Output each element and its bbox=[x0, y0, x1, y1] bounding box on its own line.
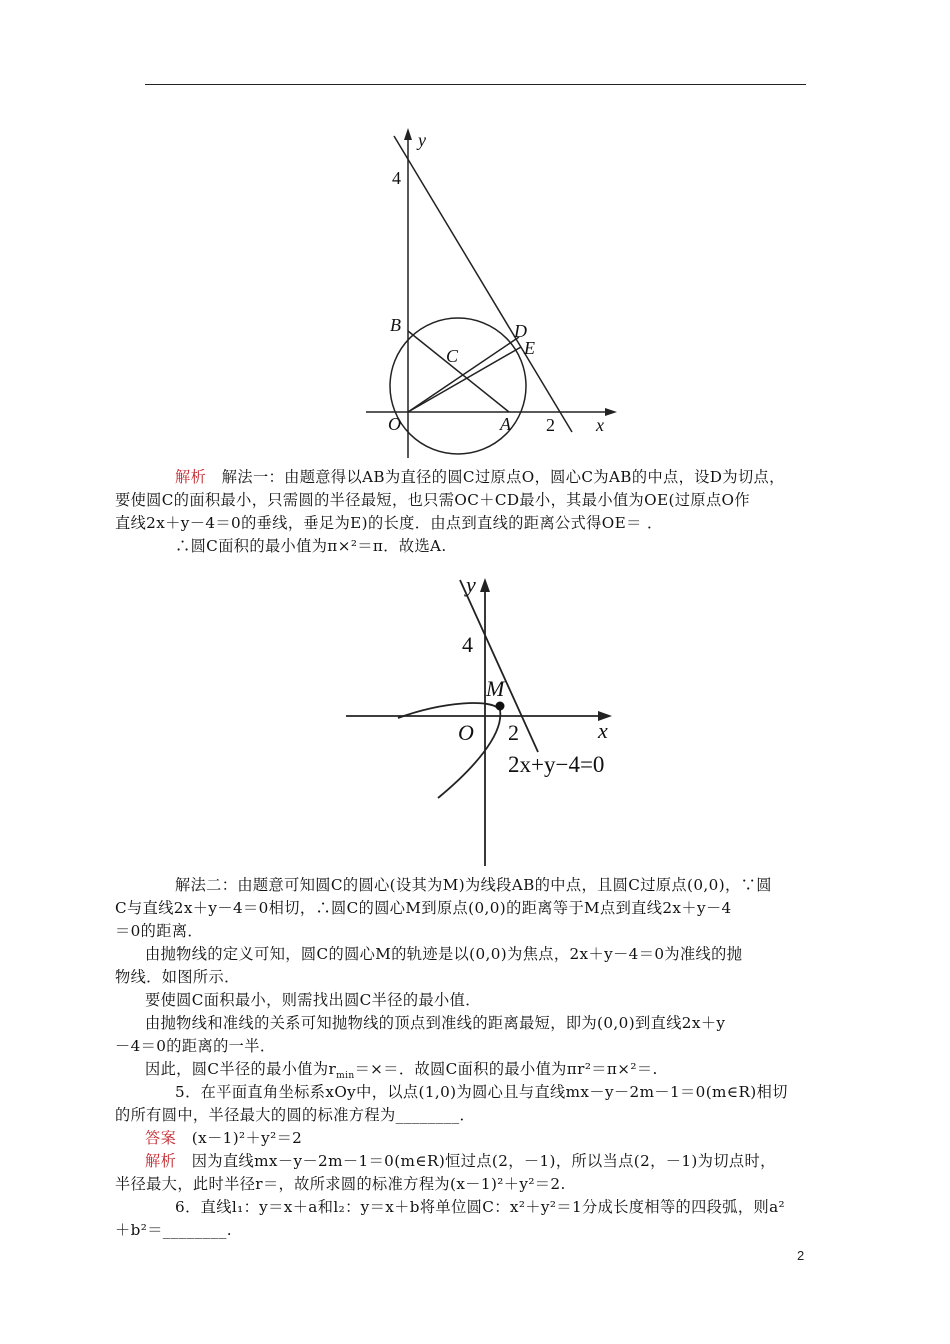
label-4: 4 bbox=[392, 168, 401, 188]
answer-label: 答案 bbox=[145, 1129, 177, 1147]
figure-parabola bbox=[332, 560, 650, 866]
label-4: 4 bbox=[462, 632, 473, 657]
header-rule bbox=[145, 84, 806, 85]
y-axis-arrow bbox=[480, 578, 490, 592]
label-x: x bbox=[598, 718, 608, 743]
answer-text: (x－1)²＋y²＝2 bbox=[191, 1129, 303, 1147]
label-o: O bbox=[458, 720, 474, 745]
label-m: M bbox=[486, 676, 505, 701]
segment-ab bbox=[408, 331, 509, 412]
label-e: E bbox=[524, 338, 535, 358]
label-o: O bbox=[388, 414, 401, 434]
label-x: x bbox=[596, 415, 604, 435]
label-b: B bbox=[390, 315, 401, 335]
label-line-equation: 2x+y−4=0 bbox=[508, 752, 605, 777]
analysis-label: 解析 bbox=[145, 1152, 177, 1170]
y-axis-arrow bbox=[404, 128, 412, 140]
question-5: 5．在平面直角坐标系xOy中，以点(1,0)为圆心且与直线mx－y－2m－1＝0(m∈R)相切 的所有圆中，半径最大的圆的标准方程为________． 答案 (x－1)²＋y²＝2 解析 因为直线mx－y－2m－1＝0(m∈R)恒过点(2，－1)，所以当点(2，－1)为切点时， 半径最大，此时半径r＝，故所求圆的标准方程为(x－1)²＋y²＝2. bbox=[115, 1083, 788, 1193]
label-y: y bbox=[466, 572, 476, 597]
page-number: 2 bbox=[797, 1248, 805, 1263]
figure-circle-tangent bbox=[366, 122, 628, 458]
label-2: 2 bbox=[508, 720, 519, 745]
point-m bbox=[496, 702, 505, 711]
solution-method1-conclusion: ∴圆C面积的最小值为π×²＝π．故选A. bbox=[175, 537, 447, 555]
tangent-line bbox=[394, 136, 572, 432]
label-d: D bbox=[514, 321, 527, 341]
label-c: C bbox=[446, 346, 459, 366]
segment-oe bbox=[408, 347, 521, 412]
solution-label: 解析 bbox=[175, 468, 207, 486]
label-y: y bbox=[418, 130, 426, 150]
solution-method1: 解析 解法一：由题意得以AB为直径的圆C过原点O，圆心C为AB的中点，设D为切点， 要使圆C的面积最小，只需圆的半径最短，也只需OC＋CD最小，其最小值为OE(过原点O作 直线2x＋y－4＝0的垂线，垂足为E)的长度．由点到直线的距离公式得OE＝ ． bbox=[115, 468, 785, 532]
x-axis-arrow bbox=[605, 408, 617, 416]
segment-od bbox=[408, 337, 519, 412]
solution-method2: 解法二：由题意可知圆C的圆心(设其为M)为线段AB的中点，且圆C过原点(0,0)，∵圆 C与直线2x＋y－4＝0相切，∴圆C的圆心M到原点(0,0)的距离等于M点到直线2x＋y－4 ＝0的距离． 由抛物线的定义可知，圆C的圆心M的轨迹是以(0,0)为焦点，2x＋y－4＝0为准线的抛 物线．如图所示． 要使圆C面积最小，则需找出圆C半径的最小值． 由抛物线和准线的关系可知抛物线的顶点到准线的距离最短，即为(0,0)到直线2x＋y －4＝0的距离的一半． 因此，圆C半径的最小值为$r_{min}=\times=$．故圆C面积的最小值为πr²＝π×²＝. bbox=[115, 876, 772, 1082]
label-a: A bbox=[500, 414, 511, 434]
label-2: 2 bbox=[546, 415, 555, 435]
question-6: 6．直线l₁：y＝x＋a和l₂：y＝x＋b将单位圆C：x²＋y²＝1分成长度相等的四段弧，则a² ＋b²＝________. bbox=[115, 1198, 786, 1239]
